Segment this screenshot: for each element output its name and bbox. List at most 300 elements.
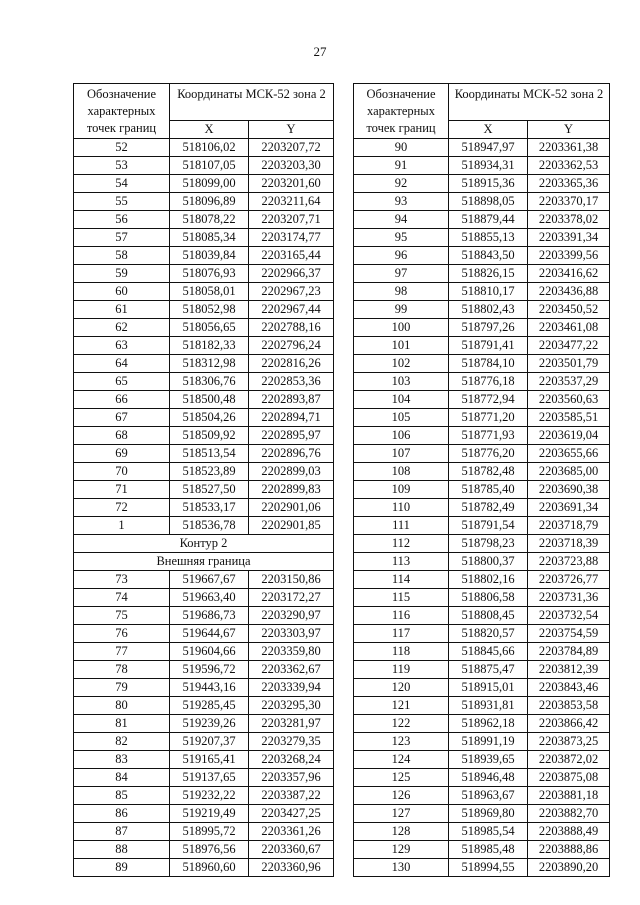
x-coordinate-cell: 518776,20: [449, 445, 528, 463]
point-number-cell: 106: [354, 427, 449, 445]
table-row: [74, 337, 334, 355]
y-coordinate-cell: 2203718,39: [528, 535, 610, 553]
point-number-cell: 117: [354, 625, 449, 643]
table-row: [74, 661, 334, 679]
y-coordinate-cell: 2203732,54: [528, 607, 610, 625]
x-coordinate-cell: 518969,80: [449, 805, 528, 823]
x-coordinate-cell: 519686,73: [170, 607, 249, 625]
point-number-cell: 130: [354, 859, 449, 877]
table-row: [354, 301, 610, 319]
point-number-cell: 72: [74, 499, 170, 517]
point-number-cell: 1: [74, 517, 170, 535]
point-number-cell: 77: [74, 643, 170, 661]
x-coordinate-cell: 518898,05: [449, 193, 528, 211]
y-coordinate-cell: 2203718,79: [528, 517, 610, 535]
table-row: [74, 733, 334, 751]
x-coordinate-cell: 518798,23: [449, 535, 528, 553]
x-coordinate-cell: 518845,66: [449, 643, 528, 661]
x-coordinate-cell: 518802,43: [449, 301, 528, 319]
y-coordinate-cell: 2203450,52: [528, 301, 610, 319]
x-coordinate-cell: 518931,81: [449, 697, 528, 715]
table-row: [354, 607, 610, 625]
x-coordinate-cell: 519663,40: [170, 589, 249, 607]
point-number-cell: 124: [354, 751, 449, 769]
table-row: [74, 283, 334, 301]
point-number-cell: 66: [74, 391, 170, 409]
x-coordinate-cell: 518879,44: [449, 211, 528, 229]
x-coordinate-cell: 519443,16: [170, 679, 249, 697]
y-coordinate-cell: 2203690,38: [528, 481, 610, 499]
x-coordinate-cell: 518785,40: [449, 481, 528, 499]
y-coordinate-cell: 2203866,42: [528, 715, 610, 733]
y-coordinate-cell: 2203378,02: [528, 211, 610, 229]
y-coordinate-cell: 2203303,97: [249, 625, 334, 643]
y-coordinate-cell: 2203655,66: [528, 445, 610, 463]
table-row: [354, 805, 610, 823]
point-number-cell: 108: [354, 463, 449, 481]
point-number-cell: 65: [74, 373, 170, 391]
table-row: [354, 319, 610, 337]
section-row: [74, 535, 334, 553]
table-row: [354, 715, 610, 733]
x-coordinate-cell: 518076,93: [170, 265, 249, 283]
point-number-cell: 60: [74, 283, 170, 301]
table-row: [354, 409, 610, 427]
point-designation-header: Обозначение характерных точек границ: [354, 84, 449, 139]
x-coordinate-cell: 518509,92: [170, 427, 249, 445]
table-row: [354, 427, 610, 445]
x-coordinate-cell: 518939,65: [449, 751, 528, 769]
y-coordinate-cell: 2203172,27: [249, 589, 334, 607]
x-coordinate-cell: 519219,49: [170, 805, 249, 823]
x-coordinate-cell: 518947,97: [449, 139, 528, 157]
coordinates-table-right: [353, 83, 610, 877]
x-coordinate-cell: 518106,02: [170, 139, 249, 157]
point-number-cell: 107: [354, 445, 449, 463]
point-number-cell: 63: [74, 337, 170, 355]
section-row: [74, 553, 334, 571]
x-coordinate-cell: 518995,72: [170, 823, 249, 841]
y-coordinate-cell: 2203888,49: [528, 823, 610, 841]
point-number-cell: 67: [74, 409, 170, 427]
x-coordinate-cell: 518806,58: [449, 589, 528, 607]
y-coordinate-cell: 2202788,16: [249, 319, 334, 337]
y-coordinate-cell: 2203362,67: [249, 661, 334, 679]
point-number-cell: 120: [354, 679, 449, 697]
table-row: [354, 391, 610, 409]
table-row: [74, 679, 334, 697]
y-coordinate-cell: 2203812,39: [528, 661, 610, 679]
table-row: [354, 769, 610, 787]
point-number-cell: 93: [354, 193, 449, 211]
table-row: [74, 823, 334, 841]
point-number-cell: 94: [354, 211, 449, 229]
y-coordinate-cell: 2203290,97: [249, 607, 334, 625]
y-coordinate-cell: 2203619,04: [528, 427, 610, 445]
point-number-cell: 109: [354, 481, 449, 499]
x-column-header: X: [170, 121, 249, 139]
y-coordinate-cell: 2203726,77: [528, 571, 610, 589]
y-coordinate-cell: 2202899,83: [249, 481, 334, 499]
y-coordinate-cell: 2203360,96: [249, 859, 334, 877]
x-coordinate-cell: 518182,33: [170, 337, 249, 355]
x-column-header: X: [449, 121, 528, 139]
y-coordinate-cell: 2203585,51: [528, 409, 610, 427]
x-coordinate-cell: 518085,34: [170, 229, 249, 247]
y-coordinate-cell: 2203295,30: [249, 697, 334, 715]
table-row: [354, 229, 610, 247]
table-row: [354, 139, 610, 157]
point-number-cell: 62: [74, 319, 170, 337]
x-coordinate-cell: 518078,22: [170, 211, 249, 229]
point-number-cell: 115: [354, 589, 449, 607]
table-row: [354, 175, 610, 193]
y-coordinate-cell: 2203784,89: [528, 643, 610, 661]
y-coordinate-cell: 2203207,71: [249, 211, 334, 229]
point-number-cell: 111: [354, 517, 449, 535]
y-coordinate-cell: 2203691,34: [528, 499, 610, 517]
point-number-cell: 104: [354, 391, 449, 409]
point-number-cell: 83: [74, 751, 170, 769]
table-row: [354, 589, 610, 607]
table-row: [354, 733, 610, 751]
point-number-cell: 119: [354, 661, 449, 679]
y-coordinate-cell: 2203174,77: [249, 229, 334, 247]
point-number-cell: 103: [354, 373, 449, 391]
table-row: [74, 481, 334, 499]
x-coordinate-cell: 518962,18: [449, 715, 528, 733]
y-coordinate-cell: 2203387,22: [249, 787, 334, 805]
x-coordinate-cell: 518976,56: [170, 841, 249, 859]
point-number-cell: 59: [74, 265, 170, 283]
x-coordinate-cell: 518810,17: [449, 283, 528, 301]
x-coordinate-cell: 519596,72: [170, 661, 249, 679]
point-number-cell: 98: [354, 283, 449, 301]
x-coordinate-cell: 518826,15: [449, 265, 528, 283]
point-number-cell: 85: [74, 787, 170, 805]
table-row: [74, 643, 334, 661]
x-coordinate-cell: 518784,10: [449, 355, 528, 373]
y-coordinate-cell: 2203339,94: [249, 679, 334, 697]
point-number-cell: 58: [74, 247, 170, 265]
table-row: [74, 715, 334, 733]
x-coordinate-cell: 519239,26: [170, 715, 249, 733]
y-coordinate-cell: 2203203,30: [249, 157, 334, 175]
x-coordinate-cell: 518994,55: [449, 859, 528, 877]
point-number-cell: 53: [74, 157, 170, 175]
x-coordinate-cell: 519667,67: [170, 571, 249, 589]
point-number-cell: 76: [74, 625, 170, 643]
y-column-header: Y: [528, 121, 610, 139]
y-coordinate-cell: 2203207,72: [249, 139, 334, 157]
x-coordinate-cell: 518039,84: [170, 247, 249, 265]
y-coordinate-cell: 2203281,97: [249, 715, 334, 733]
y-coordinate-cell: 2203872,02: [528, 751, 610, 769]
x-coordinate-cell: 519137,65: [170, 769, 249, 787]
x-coordinate-cell: 518052,98: [170, 301, 249, 319]
table-row: [74, 697, 334, 715]
table-row: [354, 157, 610, 175]
table-row: [354, 211, 610, 229]
table-row: [354, 355, 610, 373]
table-row: [354, 373, 610, 391]
point-number-cell: 129: [354, 841, 449, 859]
point-number-cell: 100: [354, 319, 449, 337]
y-coordinate-cell: 2203427,25: [249, 805, 334, 823]
x-coordinate-cell: 518500,48: [170, 391, 249, 409]
point-number-cell: 122: [354, 715, 449, 733]
point-number-cell: 101: [354, 337, 449, 355]
y-coordinate-cell: 2203399,56: [528, 247, 610, 265]
y-coordinate-cell: 2203685,00: [528, 463, 610, 481]
point-number-cell: 84: [74, 769, 170, 787]
table-row: [74, 247, 334, 265]
table-row: [354, 571, 610, 589]
point-number-cell: 90: [354, 139, 449, 157]
point-number-cell: 86: [74, 805, 170, 823]
point-number-cell: 55: [74, 193, 170, 211]
point-number-cell: 61: [74, 301, 170, 319]
point-designation-header: Обозначение характерных точек границ: [74, 84, 170, 139]
point-number-cell: 97: [354, 265, 449, 283]
table-row: [74, 499, 334, 517]
y-coordinate-cell: 2203882,70: [528, 805, 610, 823]
table-row: [354, 679, 610, 697]
y-coordinate-cell: 2202894,71: [249, 409, 334, 427]
y-coordinate-cell: 2202901,06: [249, 499, 334, 517]
y-coordinate-cell: 2202901,85: [249, 517, 334, 535]
x-coordinate-cell: 518312,98: [170, 355, 249, 373]
table-row: [74, 391, 334, 409]
x-coordinate-cell: 518985,48: [449, 841, 528, 859]
x-coordinate-cell: 518771,20: [449, 409, 528, 427]
table-row: [354, 193, 610, 211]
y-coordinate-cell: 2203890,20: [528, 859, 610, 877]
x-coordinate-cell: 518985,54: [449, 823, 528, 841]
x-coordinate-cell: 518056,65: [170, 319, 249, 337]
y-coordinate-cell: 2203723,88: [528, 553, 610, 571]
y-coordinate-cell: 2203357,96: [249, 769, 334, 787]
table-row: [74, 373, 334, 391]
y-coordinate-cell: 2203365,36: [528, 175, 610, 193]
point-number-cell: 82: [74, 733, 170, 751]
y-coordinate-cell: 2203279,35: [249, 733, 334, 751]
point-number-cell: 118: [354, 643, 449, 661]
x-coordinate-cell: 519165,41: [170, 751, 249, 769]
table-row: [354, 247, 610, 265]
x-coordinate-cell: 518991,19: [449, 733, 528, 751]
y-coordinate-cell: 2202853,36: [249, 373, 334, 391]
point-number-cell: 112: [354, 535, 449, 553]
table-row: [354, 697, 610, 715]
y-coordinate-cell: 2203731,36: [528, 589, 610, 607]
table-row: [354, 859, 610, 877]
point-number-cell: 96: [354, 247, 449, 265]
table-row: [74, 355, 334, 373]
point-number-cell: 68: [74, 427, 170, 445]
point-number-cell: 95: [354, 229, 449, 247]
point-number-cell: 128: [354, 823, 449, 841]
point-number-cell: 70: [74, 463, 170, 481]
table-row: [74, 517, 334, 535]
point-number-cell: 102: [354, 355, 449, 373]
y-coordinate-cell: 2203560,63: [528, 391, 610, 409]
y-coordinate-cell: 2203875,08: [528, 769, 610, 787]
point-number-cell: 113: [354, 553, 449, 571]
x-coordinate-cell: 519285,45: [170, 697, 249, 715]
y-coordinate-cell: 2203359,80: [249, 643, 334, 661]
point-number-cell: 56: [74, 211, 170, 229]
table-row: [74, 319, 334, 337]
x-coordinate-cell: 518808,45: [449, 607, 528, 625]
point-number-cell: 125: [354, 769, 449, 787]
coordinates-header: Координаты МСК-52 зона 2: [449, 84, 610, 121]
point-number-cell: 64: [74, 355, 170, 373]
x-coordinate-cell: 518802,16: [449, 571, 528, 589]
x-coordinate-cell: 518960,60: [170, 859, 249, 877]
y-coordinate-cell: 2202966,37: [249, 265, 334, 283]
table-row: [354, 337, 610, 355]
x-coordinate-cell: 518099,00: [170, 175, 249, 193]
point-number-cell: 75: [74, 607, 170, 625]
y-coordinate-cell: 2203211,64: [249, 193, 334, 211]
table-row: [354, 841, 610, 859]
x-coordinate-cell: 518963,67: [449, 787, 528, 805]
table-row: [74, 211, 334, 229]
point-number-cell: 92: [354, 175, 449, 193]
x-coordinate-cell: 519232,22: [170, 787, 249, 805]
coordinates-table-left: [73, 83, 334, 877]
point-number-cell: 69: [74, 445, 170, 463]
point-number-cell: 57: [74, 229, 170, 247]
table-row: [74, 805, 334, 823]
x-coordinate-cell: 518513,54: [170, 445, 249, 463]
table-row: [354, 265, 610, 283]
y-coordinate-cell: 2202896,76: [249, 445, 334, 463]
y-coordinate-cell: 2203165,44: [249, 247, 334, 265]
table-row: [74, 409, 334, 427]
table-row: [74, 607, 334, 625]
point-number-cell: 88: [74, 841, 170, 859]
table-row: [74, 139, 334, 157]
x-coordinate-cell: 518782,48: [449, 463, 528, 481]
y-coordinate-cell: 2203268,24: [249, 751, 334, 769]
point-number-cell: 78: [74, 661, 170, 679]
x-coordinate-cell: 518306,76: [170, 373, 249, 391]
point-number-cell: 105: [354, 409, 449, 427]
x-coordinate-cell: 519207,37: [170, 733, 249, 751]
x-coordinate-cell: 518771,93: [449, 427, 528, 445]
x-coordinate-cell: 518782,49: [449, 499, 528, 517]
point-number-cell: 89: [74, 859, 170, 877]
y-coordinate-cell: 2202899,03: [249, 463, 334, 481]
table-row: [74, 571, 334, 589]
y-coordinate-cell: 2203362,53: [528, 157, 610, 175]
table-row: [74, 841, 334, 859]
point-number-cell: 71: [74, 481, 170, 499]
table-row: [74, 157, 334, 175]
x-coordinate-cell: 518791,41: [449, 337, 528, 355]
point-number-cell: 91: [354, 157, 449, 175]
y-coordinate-cell: 2203370,17: [528, 193, 610, 211]
point-number-cell: 87: [74, 823, 170, 841]
x-coordinate-cell: 518107,05: [170, 157, 249, 175]
table-row: [74, 769, 334, 787]
table-row: [74, 751, 334, 769]
point-number-cell: 73: [74, 571, 170, 589]
y-coordinate-cell: 2203361,38: [528, 139, 610, 157]
table-row: [74, 445, 334, 463]
y-coordinate-cell: 2203754,59: [528, 625, 610, 643]
y-coordinate-cell: 2203391,34: [528, 229, 610, 247]
point-number-cell: 121: [354, 697, 449, 715]
table-row: [354, 283, 610, 301]
table-row: [74, 859, 334, 877]
table-row: [354, 535, 610, 553]
x-coordinate-cell: 519604,66: [170, 643, 249, 661]
point-number-cell: 54: [74, 175, 170, 193]
point-number-cell: 99: [354, 301, 449, 319]
y-coordinate-cell: 2203201,60: [249, 175, 334, 193]
table-row: [354, 517, 610, 535]
table-row: [354, 643, 610, 661]
y-coordinate-cell: 2202967,44: [249, 301, 334, 319]
section-title: Контур 2: [74, 535, 334, 553]
table-row: [354, 625, 610, 643]
y-coordinate-cell: 2202895,97: [249, 427, 334, 445]
y-coordinate-cell: 2203360,67: [249, 841, 334, 859]
x-coordinate-cell: 518776,18: [449, 373, 528, 391]
x-coordinate-cell: 518058,01: [170, 283, 249, 301]
y-coordinate-cell: 2202796,24: [249, 337, 334, 355]
table-row: [354, 445, 610, 463]
x-coordinate-cell: 518797,26: [449, 319, 528, 337]
point-number-cell: 81: [74, 715, 170, 733]
point-number-cell: 52: [74, 139, 170, 157]
y-coordinate-cell: 2203853,58: [528, 697, 610, 715]
point-number-cell: 79: [74, 679, 170, 697]
point-number-cell: 80: [74, 697, 170, 715]
table-row: [354, 661, 610, 679]
table-row: [354, 823, 610, 841]
table-row: [74, 427, 334, 445]
table-row: [74, 625, 334, 643]
table-row: [74, 175, 334, 193]
point-number-cell: 74: [74, 589, 170, 607]
table-row: [74, 787, 334, 805]
table-row: [354, 499, 610, 517]
y-coordinate-cell: 2202967,23: [249, 283, 334, 301]
y-coordinate-cell: 2203436,88: [528, 283, 610, 301]
x-coordinate-cell: 518915,36: [449, 175, 528, 193]
y-column-header: Y: [249, 121, 334, 139]
point-number-cell: 114: [354, 571, 449, 589]
point-number-cell: 123: [354, 733, 449, 751]
x-coordinate-cell: 518843,50: [449, 247, 528, 265]
x-coordinate-cell: 518820,57: [449, 625, 528, 643]
y-coordinate-cell: 2203881,18: [528, 787, 610, 805]
y-coordinate-cell: 2203888,86: [528, 841, 610, 859]
x-coordinate-cell: 518791,54: [449, 517, 528, 535]
y-coordinate-cell: 2203416,62: [528, 265, 610, 283]
x-coordinate-cell: 518800,37: [449, 553, 528, 571]
x-coordinate-cell: 518915,01: [449, 679, 528, 697]
y-coordinate-cell: 2203361,26: [249, 823, 334, 841]
x-coordinate-cell: 518527,50: [170, 481, 249, 499]
table-row: [354, 787, 610, 805]
table-row: [74, 229, 334, 247]
section-title: Внешняя граница: [74, 553, 334, 571]
